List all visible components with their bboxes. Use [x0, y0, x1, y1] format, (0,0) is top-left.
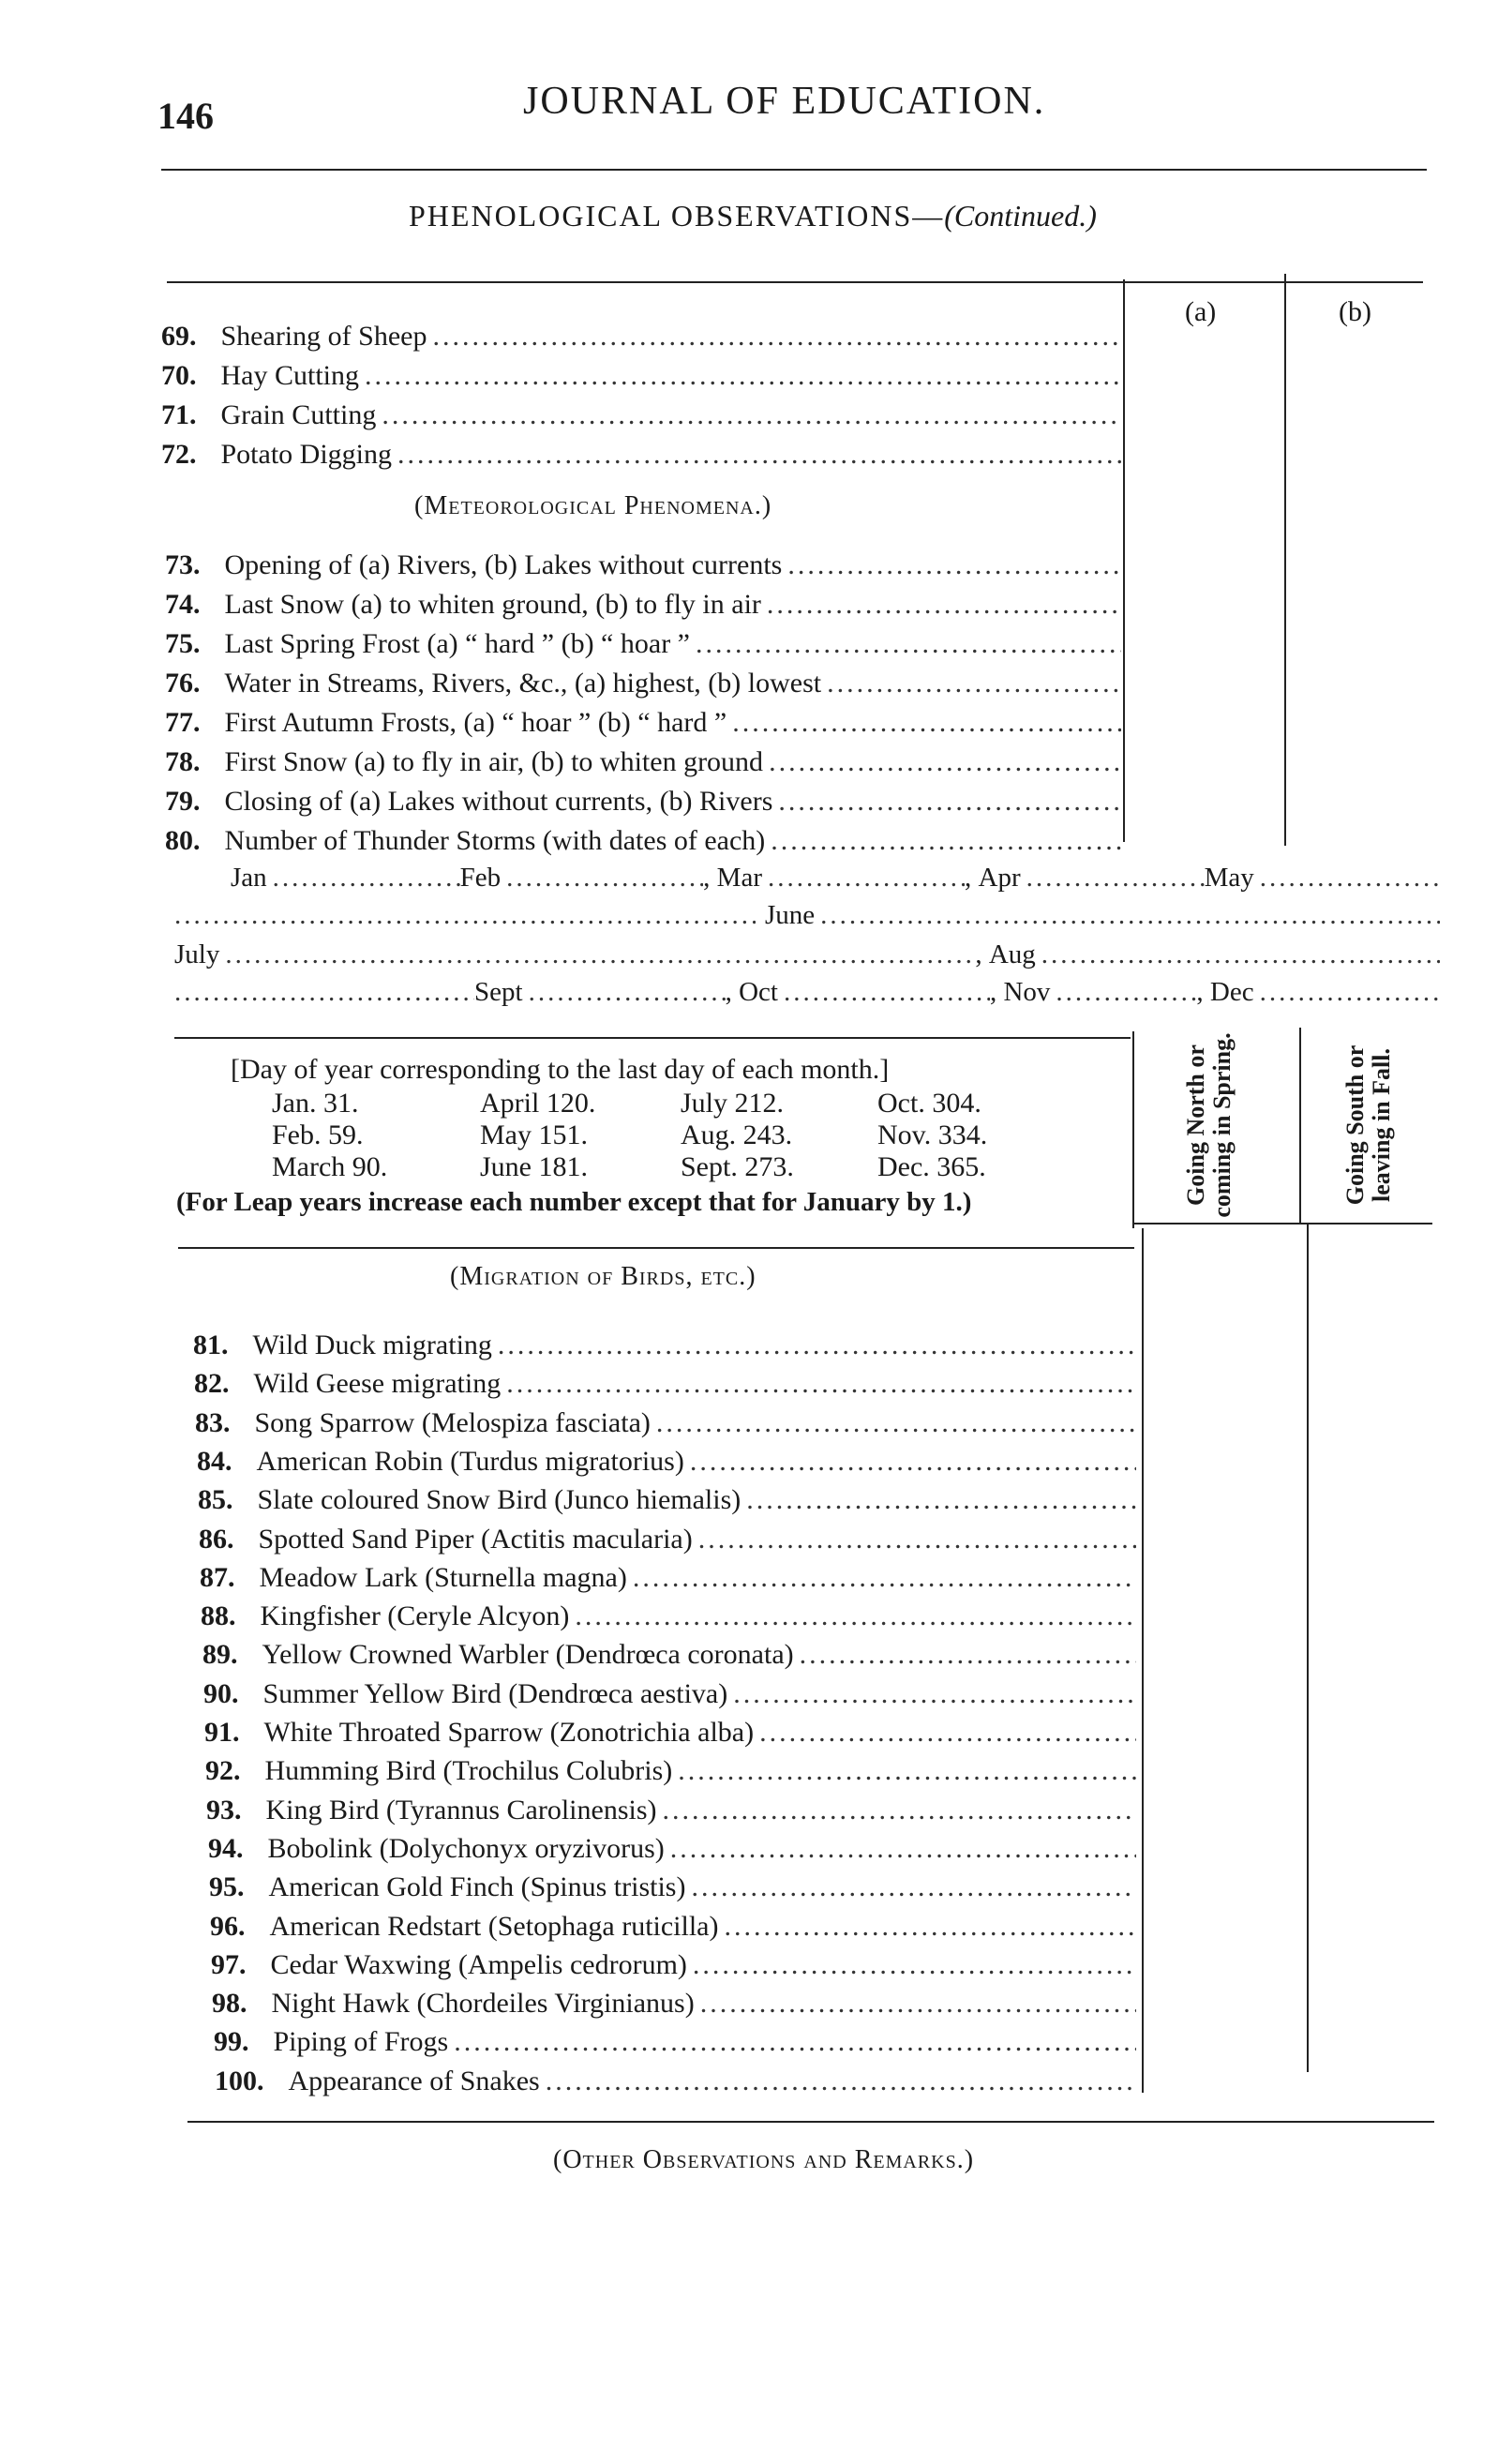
list-item: [194, 1368, 1136, 1400]
section-rule: [174, 1037, 1131, 1039]
month-may: May: [1204, 863, 1254, 893]
item-number: 87.: [200, 1562, 235, 1593]
list-item: [161, 439, 1121, 471]
leader-dots: [498, 1330, 1136, 1361]
list-item: [211, 1949, 1136, 1981]
leader-dots: [575, 1600, 1136, 1632]
leader-dots: [771, 825, 1121, 857]
list-item: [212, 1988, 1136, 2020]
leader-dots: [397, 439, 1121, 471]
leader-dots: [700, 1988, 1136, 2020]
item-label: Number of Thunder Storms (with dates of each): [224, 825, 766, 856]
item-label: Appearance of Snakes: [288, 2066, 540, 2096]
list-item: [205, 1755, 1136, 1787]
day-of-year-row: Jan. 31. April 120. July 212. Oct. 304.: [272, 1088, 981, 1119]
item-number: 97.: [211, 1949, 247, 1980]
leader-dots: [678, 1755, 1136, 1787]
leader-dots: [1260, 863, 1440, 894]
leader-dots: [432, 321, 1121, 353]
leader-dots: [768, 863, 965, 894]
item-number: 100.: [215, 2066, 264, 2096]
item-label: First Autumn Frosts, (a) “ hoar ” (b) “ hard ”: [224, 707, 727, 738]
item-number: 71.: [161, 399, 197, 430]
leader-dots: [633, 1562, 1136, 1594]
leader-dots: [820, 900, 1440, 931]
item-number: 70.: [161, 360, 197, 391]
item-label: Last Spring Frost (a) “ hard ” (b) “ hoar ”: [224, 628, 690, 659]
list-item: [165, 589, 1121, 621]
item-label: American Robin (Turdus migratorius): [256, 1446, 684, 1477]
month-june: June: [765, 900, 816, 930]
item-number: 90.: [203, 1678, 239, 1709]
month-line-4: ..... Sept ..... , Oct ..... , Nov ..... , Dec .....: [174, 977, 1440, 1008]
item-number: 99.: [214, 2026, 249, 2057]
list-item: [161, 399, 1121, 431]
month-apr: Apr: [978, 863, 1021, 893]
list-item: [161, 360, 1121, 392]
section-title-continued: (Continued.): [944, 199, 1097, 233]
list-item: [210, 1911, 1136, 1943]
leader-dots: [1026, 863, 1205, 894]
leader-dots: [529, 977, 726, 1008]
item-number: 95.: [209, 1871, 245, 1902]
header-rule: [161, 169, 1427, 171]
leader-dots: [691, 1871, 1136, 1903]
table-top-rule: [167, 281, 1423, 283]
leader-dots: [1056, 977, 1196, 1008]
item-label: King Bird (Tyrannus Carolinensis): [265, 1795, 657, 1825]
leap-year-note: (For Leap years increase each number except that for January by 1.): [176, 1187, 972, 1217]
month-oct: Oct: [739, 977, 778, 1007]
item-number: 75.: [165, 628, 201, 659]
item-number: 96.: [210, 1911, 246, 1942]
item-number: 72.: [161, 439, 197, 470]
item-number: 80.: [165, 825, 201, 856]
item-label: Piping of Frogs: [273, 2026, 449, 2057]
list-item: [202, 1639, 1136, 1671]
leader-dots: [174, 900, 756, 931]
leader-dots: [663, 1795, 1136, 1826]
leader-dots: [800, 1639, 1136, 1671]
item-label: First Snow (a) to fly in air, (b) to whiten ground: [224, 746, 764, 777]
list-item: [201, 1600, 1136, 1632]
migration-header-rule: [1132, 1223, 1432, 1224]
leader-dots: [698, 1524, 1136, 1555]
list-item: [200, 1562, 1136, 1594]
month-sept: Sept: [474, 977, 523, 1007]
leader-dots: [1041, 939, 1440, 970]
item-label: Grain Cutting: [220, 399, 377, 430]
item-number: 83.: [195, 1407, 231, 1438]
item-number: 78.: [165, 746, 201, 777]
day-of-year-row: March 90. June 181. Sept. 273. Dec. 365.: [272, 1151, 986, 1182]
item-label: Spotted Sand Piper (Actitis macularia): [258, 1524, 693, 1555]
leader-dots: [506, 863, 703, 894]
leader-dots: [690, 1446, 1136, 1478]
migration-divider-left: [1132, 1031, 1134, 1228]
item-label: Shearing of Sheep: [220, 321, 427, 352]
column-divider-left: [1123, 279, 1125, 842]
item-number: 79.: [165, 786, 201, 817]
item-number: 81.: [193, 1330, 229, 1360]
item-number: 85.: [198, 1484, 233, 1515]
list-item: [165, 628, 1121, 660]
item-label: Last Snow (a) to whiten ground, (b) to fly in air: [224, 589, 761, 620]
item-number: 86.: [199, 1524, 234, 1555]
day-of-year-row: Feb. 59. May 151. Aug. 243. Nov. 334.: [272, 1119, 988, 1150]
leader-dots: [506, 1368, 1136, 1400]
leader-dots: [174, 977, 474, 1008]
leader-dots: [454, 2026, 1136, 2058]
month-line-1: Jan ..... Feb ..... , Mar ..... , Apr ..... May .....: [231, 863, 1440, 894]
column-header-going-south: Going South or leaving in Fall.: [1341, 1044, 1395, 1206]
other-observations-heading: (Other Observations and Remarks.): [553, 2145, 975, 2174]
item-label: Cedar Waxwing (Ampelis cedrorum): [270, 1949, 687, 1980]
item-number: 84.: [197, 1446, 232, 1477]
list-item: [199, 1524, 1136, 1555]
item-label: Opening of (a) Rivers, (b) Lakes without currents: [224, 549, 783, 580]
day-of-year-heading: [Day of year corresponding to the last day of each month.]: [231, 1054, 890, 1085]
item-number: 94.: [208, 1833, 244, 1864]
leader-dots: [365, 360, 1121, 392]
item-number: 69.: [161, 321, 197, 352]
list-item: [208, 1833, 1136, 1865]
leader-dots: [778, 786, 1121, 818]
leader-dots: [725, 1911, 1137, 1943]
leader-dots: [787, 549, 1121, 581]
item-label: Meadow Lark (Sturnella magna): [259, 1562, 627, 1593]
item-label: Hay Cutting: [220, 360, 359, 391]
item-number: 82.: [194, 1368, 230, 1399]
item-number: 91.: [204, 1717, 240, 1748]
item-label: White Throated Sparrow (Zonotrichia alba): [263, 1717, 755, 1748]
section-title-main: PHENOLOGICAL OBSERVATIONS—: [409, 199, 945, 233]
list-item: [214, 2026, 1136, 2058]
item-number: 92.: [205, 1755, 241, 1786]
month-jan: Jan: [231, 863, 267, 893]
item-label: Kingfisher (Ceryle Alcyon): [260, 1600, 570, 1631]
list-item: [193, 1330, 1136, 1361]
leader-dots: [273, 863, 460, 894]
migration-column-left: [1142, 1228, 1144, 2093]
column-divider-right: [1284, 274, 1286, 846]
meteorological-heading: (Meteorological Phenomena.): [414, 491, 772, 520]
list-item: [209, 1871, 1136, 1903]
leader-dots: [696, 628, 1121, 660]
leader-dots: [769, 746, 1121, 778]
column-header-going-north: Going North or coming in Spring.: [1182, 1032, 1236, 1218]
item-label: Song Sparrow (Melospiza fasciata): [254, 1407, 651, 1438]
month-aug: Aug: [988, 939, 1036, 969]
migration-heading: (Migration of Birds, etc.): [450, 1262, 756, 1291]
list-item: [165, 825, 1121, 857]
month-line-2: [174, 900, 1440, 931]
leader-dots: [746, 1484, 1136, 1516]
list-item: [197, 1446, 1136, 1478]
leader-dots: [732, 707, 1121, 739]
item-label: Wild Geese migrating: [253, 1368, 502, 1399]
list-item: [206, 1795, 1136, 1826]
leader-dots: [382, 399, 1121, 431]
list-item: [165, 746, 1121, 778]
leader-dots: [225, 939, 975, 970]
item-label: American Redstart (Setophaga ruticilla): [269, 1911, 719, 1942]
migration-column-right: [1307, 1224, 1309, 2072]
month-mar: Mar: [716, 863, 762, 893]
list-item: [203, 1678, 1136, 1710]
migration-divider-right: [1299, 1028, 1301, 1224]
list-item: [161, 321, 1121, 353]
item-number: 89.: [202, 1639, 238, 1670]
item-label: Slate coloured Snow Bird (Junco hiemalis): [257, 1484, 742, 1515]
leader-dots: [670, 1833, 1136, 1865]
month-nov: Nov: [1003, 977, 1051, 1007]
item-label: Water in Streams, Rivers, &c., (a) highest, (b) lowest: [224, 668, 822, 699]
column-header-a: (a): [1185, 296, 1217, 327]
item-number: 76.: [165, 668, 201, 699]
item-label: Closing of (a) Lakes without currents, (b) Rivers: [224, 786, 773, 817]
journal-title: JOURNAL OF EDUCATION.: [523, 80, 1046, 123]
item-label: Summer Yellow Bird (Dendrœca aestiva): [262, 1678, 728, 1709]
list-item: [165, 786, 1121, 818]
item-number: 93.: [206, 1795, 242, 1825]
leader-dots: [546, 2066, 1136, 2097]
item-label: Potato Digging: [220, 439, 393, 470]
day-of-year-table: [272, 1088, 987, 1183]
list-item: [165, 668, 1121, 699]
list-item: [198, 1484, 1136, 1516]
table-bottom-rule: [187, 2121, 1434, 2123]
page-number: 146: [157, 95, 214, 137]
column-header-b: (b): [1339, 296, 1371, 327]
leader-dots: [656, 1407, 1136, 1439]
leader-dots: [1260, 977, 1440, 1008]
leader-dots: [759, 1717, 1136, 1749]
list-item: [215, 2066, 1136, 2097]
item-number: 73.: [165, 549, 201, 580]
list-item: [165, 549, 1121, 581]
item-label: Bobolink (Dolychonyx oryzivorus): [267, 1833, 665, 1864]
item-label: American Gold Finch (Spinus tristis): [268, 1871, 686, 1902]
item-number: 88.: [201, 1600, 236, 1631]
leader-dots: [767, 589, 1121, 621]
list-item: [195, 1407, 1136, 1439]
month-feb: Feb: [459, 863, 502, 893]
item-label: Wild Duck migrating: [252, 1330, 492, 1360]
item-label: Yellow Crowned Warbler (Dendrœca coronata): [262, 1639, 794, 1670]
list-item: [165, 707, 1121, 739]
item-number: 77.: [165, 707, 201, 738]
month-dec: Dec: [1209, 977, 1254, 1007]
leader-dots: [733, 1678, 1136, 1710]
leader-dots: [827, 668, 1121, 699]
month-line-3: July ..... , Aug .....: [174, 939, 1440, 970]
leader-dots: [693, 1949, 1136, 1981]
item-label: Night Hawk (Chordeiles Virginianus): [271, 1988, 695, 2019]
section-title: [409, 199, 1097, 233]
month-july: July: [174, 939, 220, 969]
section-rule: [178, 1247, 1134, 1249]
item-number: 74.: [165, 589, 201, 620]
leader-dots: [784, 977, 990, 1008]
item-label: Humming Bird (Trochilus Colubris): [264, 1755, 673, 1786]
list-item: [204, 1717, 1136, 1749]
item-number: 98.: [212, 1988, 247, 2019]
